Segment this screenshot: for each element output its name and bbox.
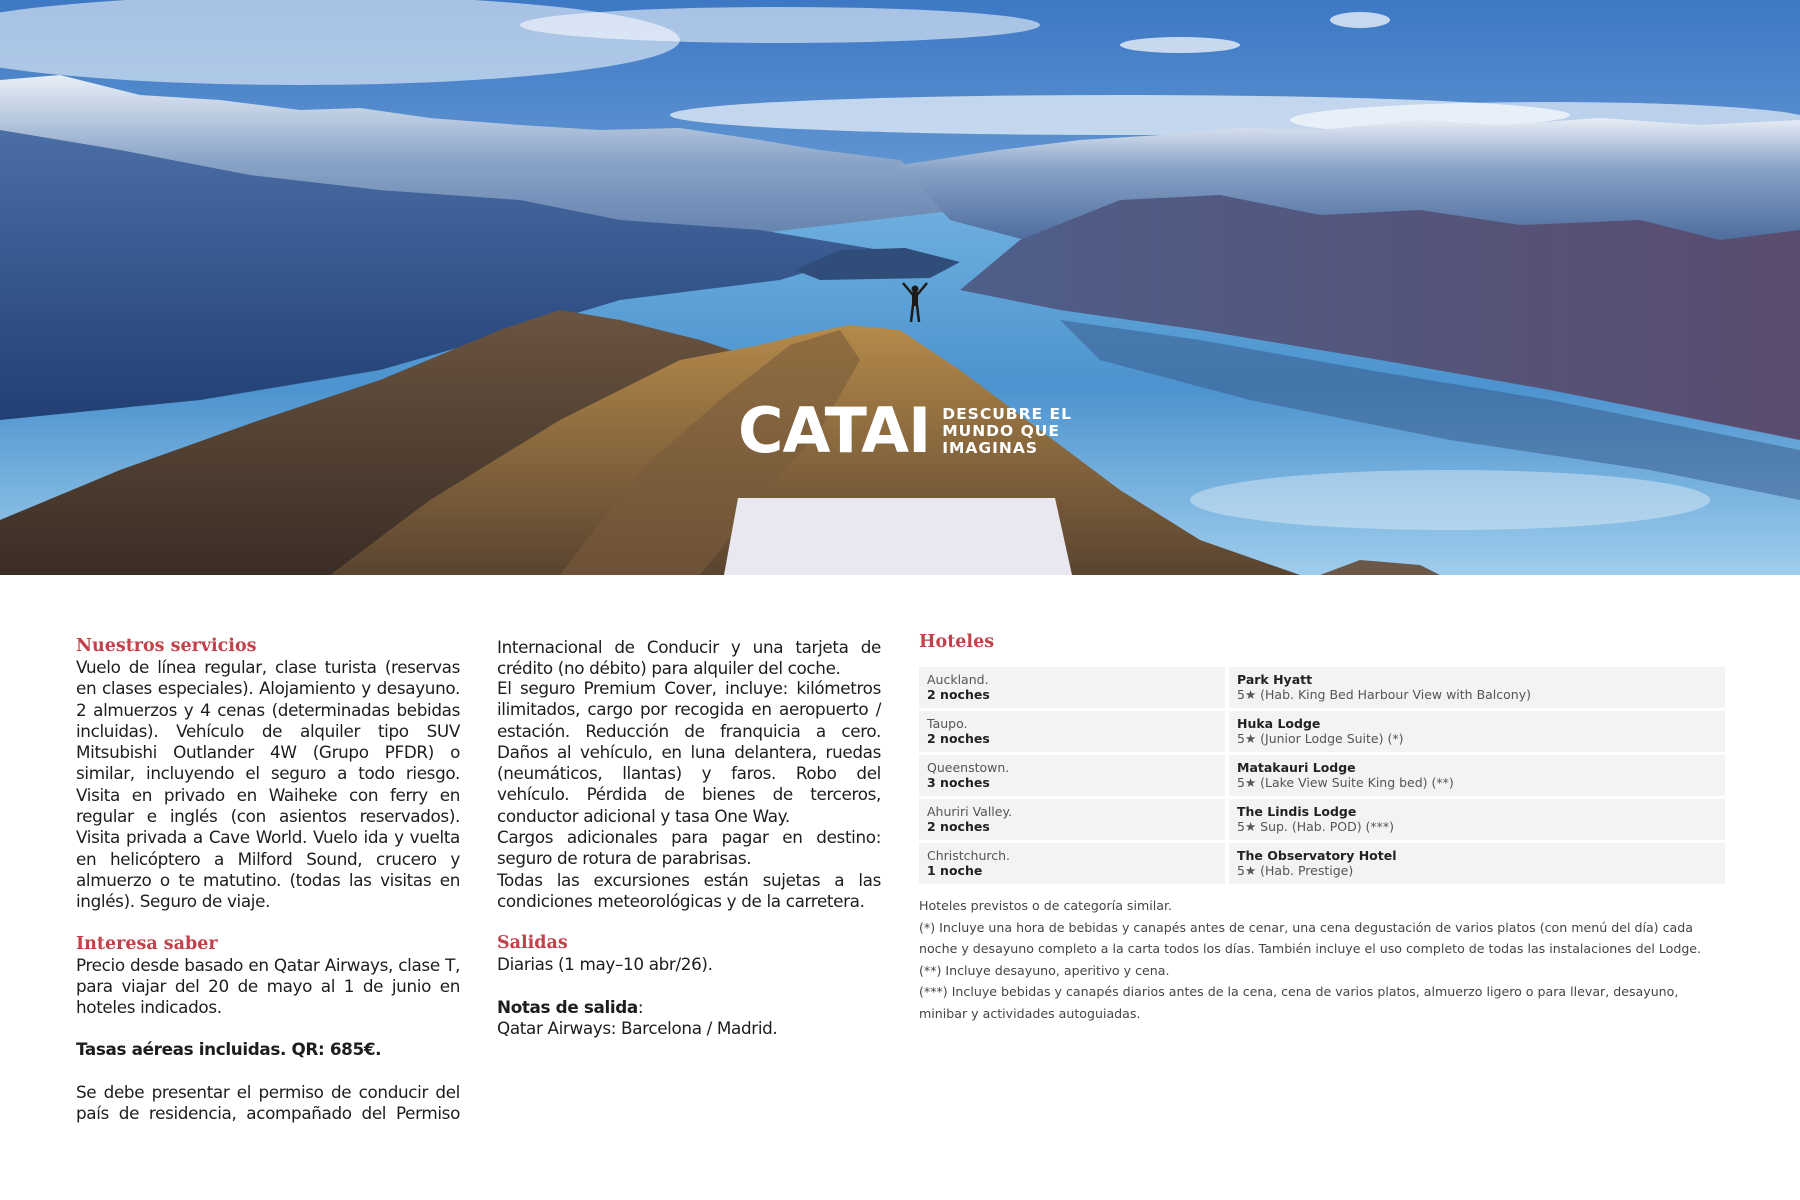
hotel-nights: 2 noches	[927, 819, 990, 834]
hotel-nights: 3 noches	[927, 775, 990, 790]
tagline-line-3: IMAGINAS	[942, 438, 1039, 457]
hotel-name: The Lindis Lodge	[1237, 804, 1357, 819]
hotel-location-cell	[919, 711, 1225, 752]
departure-notes-colon: :	[637, 996, 644, 1017]
excursions-text: Todas las excursiones están sujetas a las condiciones meteorológicas y de la carretera.	[497, 869, 881, 911]
departure-notes-label: Notas de salida	[497, 996, 638, 1017]
info-text: Precio desde basado en Qatar Airways, clase T, para viajar del 20 de mayo al 1 de junio en hoteles indicados.	[76, 954, 460, 1018]
catai-logo	[738, 396, 1072, 466]
services-heading: Nuestros servicios	[76, 636, 257, 656]
hotel-category: 5★ Sup. (Hab. POD) (***)	[1237, 819, 1395, 834]
hotel-location-cell	[919, 667, 1225, 708]
hotel-row	[919, 799, 1725, 840]
hotel-category: 5★ (Hab. Prestige)	[1237, 863, 1354, 878]
hotel-location-cell	[919, 755, 1225, 796]
hotel-city: Christchurch.	[927, 848, 1011, 863]
hotel-row	[919, 755, 1725, 796]
tagline-line-1: DESCUBRE EL	[942, 404, 1072, 423]
hotel-city: Auckland.	[927, 672, 989, 687]
logo-tagline	[942, 406, 1072, 457]
mountain-lake-illustration	[0, 0, 1800, 575]
license-continued-visible: Internacional de Conducir y una tarjeta de crédito (no débito) para alquiler del coche.	[497, 636, 881, 678]
hotel-info-cell	[1229, 799, 1725, 840]
column-services	[76, 636, 460, 1124]
tagline-line-2: MUNDO QUE	[942, 421, 1060, 440]
hotel-row	[919, 667, 1725, 708]
hotel-nights: 2 noches	[927, 687, 990, 702]
hotel-note: Hoteles previstos o de categoría similar.	[919, 898, 1172, 913]
hotel-name: The Observatory Hotel	[1237, 848, 1397, 863]
hotel-category: 5★ (Lake View Suite King bed) (**)	[1237, 775, 1454, 790]
departure-notes-text: Qatar Airways: Barcelona / Madrid.	[497, 1017, 778, 1038]
taxes-text: Tasas aéreas incluidas. QR: 685€.	[76, 1039, 382, 1060]
hotel-info-cell	[1229, 843, 1725, 884]
hotel-location-cell	[919, 843, 1225, 884]
hotel-row	[919, 711, 1725, 752]
hotel-info-cell	[1229, 755, 1725, 796]
hero-bottom-tab	[724, 498, 1072, 575]
hotels-heading: Hoteles	[919, 632, 995, 652]
insurance-text: El seguro Premium Cover, incluye: kilómetros ilimitados, cargo por recogida en aeropuerto / estación. Reducción de franquicia a cero. Daños al vehículo, en luna delantera, ruedas (neumáticos, llantas) y faros. Robo del vehículo. Pérdida de bienes de terceros, conductor adicional y tasa One Way.	[497, 678, 881, 826]
departures-heading: Salidas	[497, 933, 568, 954]
hotel-name: Huka Lodge	[1237, 716, 1321, 731]
hotel-city: Queenstown.	[927, 760, 1010, 775]
departures-text: Diarias (1 may–10 abr/26).	[497, 954, 713, 975]
hotel-city: Ahuriri Valley.	[927, 804, 1013, 819]
hotel-nights: 1 noche	[927, 863, 983, 878]
hotel-note: (*) Incluye una hora de bebidas y canapés antes de cenar, una cena degustación de varios platos (con menú del día) cada noche y desayuno completo a la carta todos los días. También incluye el uso completo de todas las instalaciones del Lodge.	[919, 919, 1702, 956]
hotel-info-cell	[1229, 711, 1725, 752]
hotel-category: 5★ (Hab. King Bed Harbour View with Balcony)	[1237, 687, 1531, 702]
column-info-continued	[497, 636, 881, 1039]
departure-notes	[497, 997, 881, 1018]
hotel-notes	[919, 895, 1725, 1024]
hotel-city: Taupo.	[927, 716, 968, 731]
hotel-note: (**) Incluye desayuno, aperitivo y cena.	[919, 962, 1170, 978]
hotels-table	[919, 667, 1725, 887]
hotel-name: Matakauri Lodge	[1237, 760, 1356, 775]
extra-charges-text: Cargos adicionales para pagar en destino: seguro de rotura de parabrisas.	[497, 827, 881, 869]
license-text: Se debe presentar el permiso de conducir del país de residencia, acompañado del Permiso	[76, 1081, 460, 1124]
hotel-category: 5★ (Junior Lodge Suite) (*)	[1237, 731, 1404, 746]
hotel-note: (***) Incluye bebidas y canapés diarios antes de la cena, cena de varios platos, almuerzo ligero o para llevar, desayuno, minibar y actividades autoguiadas.	[919, 984, 1679, 1021]
hotel-location-cell	[919, 799, 1225, 840]
hotel-row	[919, 843, 1725, 884]
logo-wordmark: CATAI	[738, 394, 931, 467]
services-text: Vuelo de línea regular, clase turista (reservas en clases especiales). Alojamiento y desayuno. 2 almuerzos y 4 cenas (determinadas bebidas incluidas). Vehículo de alquiler tipo SUV Mitsubishi Outlander 4W (Grupo PFDR) o similar, incluyendo el seguro a todo riesgo. Visita en privado en Waiheke con ferry en regular e inglés (con asientos reservados). Visita privada a Cave World. Vuelo ida y vuelta en helicóptero a Milford Sound, crucero y almuerzo o te matutino. (todas las visitas en inglés). Seguro de viaje.	[76, 657, 460, 912]
hero-landscape-photo	[0, 0, 1800, 575]
hotel-info-cell	[1229, 667, 1725, 708]
info-heading: Interesa saber	[76, 933, 218, 954]
hotel-nights: 2 noches	[927, 731, 990, 746]
license-text-continued	[497, 636, 881, 678]
hotel-name: Park Hyatt	[1237, 672, 1313, 687]
